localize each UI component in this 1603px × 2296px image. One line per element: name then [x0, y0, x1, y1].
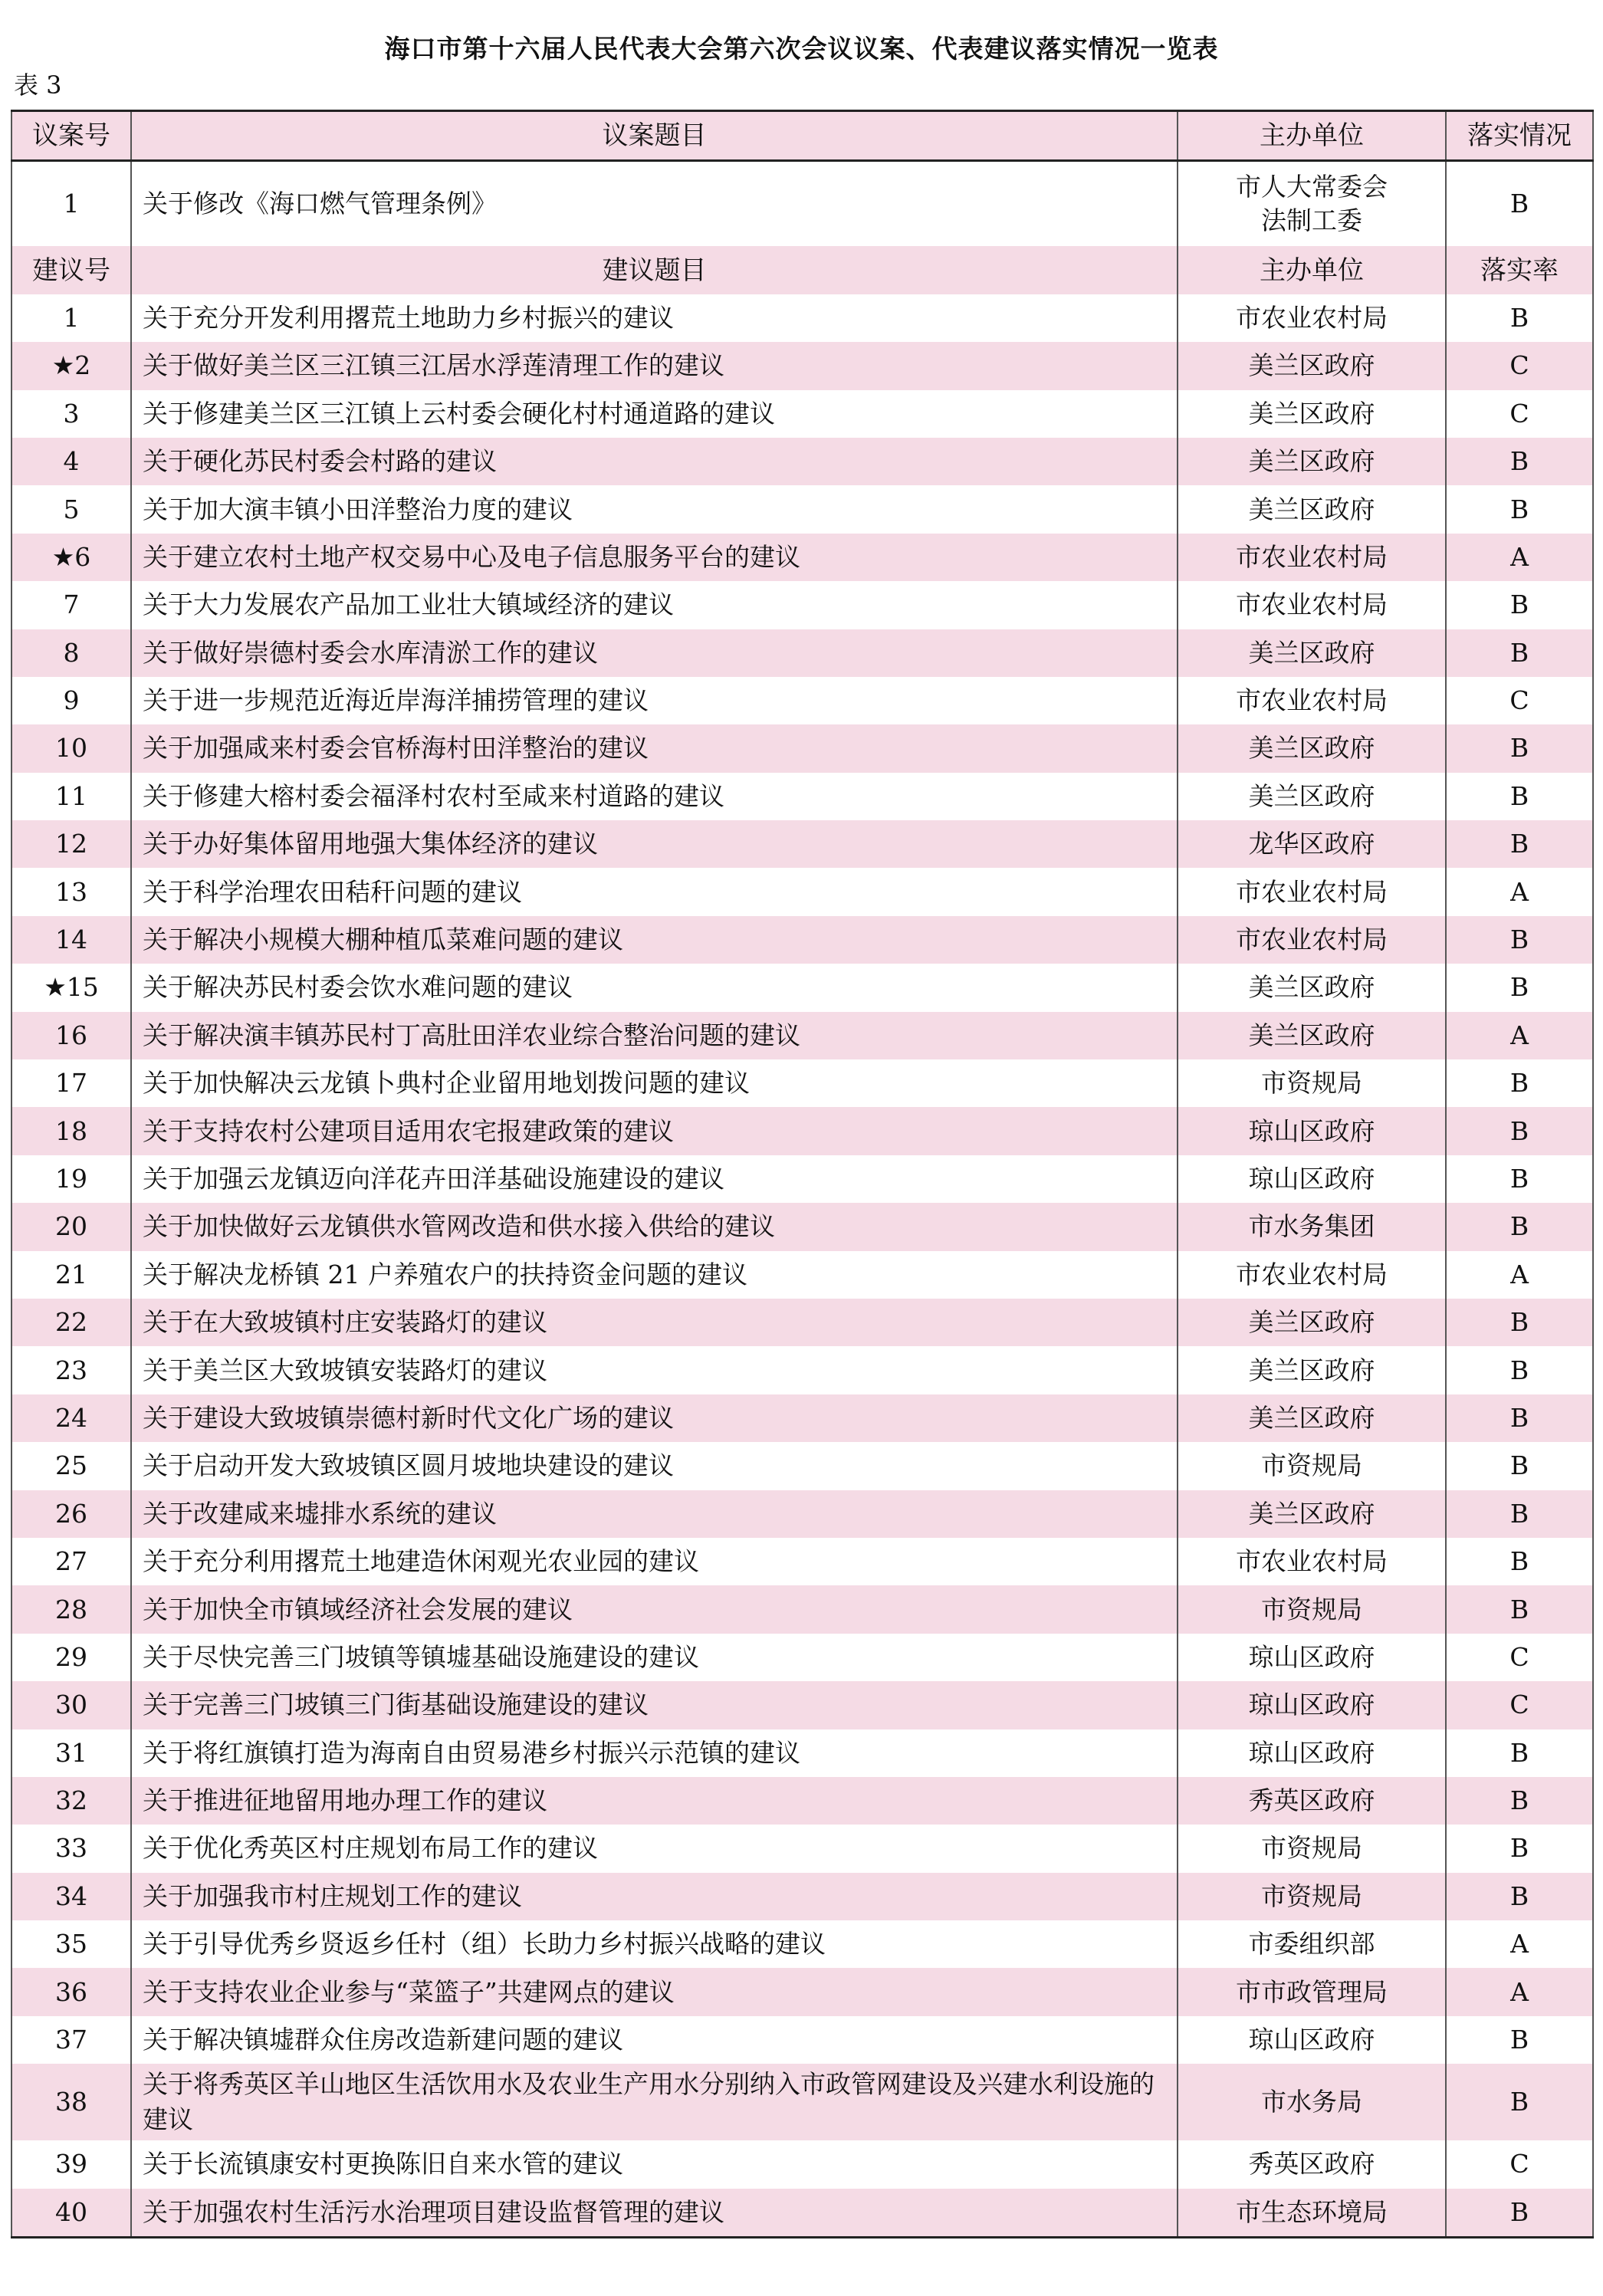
suggestion-topic: 关于办好集体留用地强大集体经济的建议	[131, 820, 1178, 868]
suggestion-no: 20	[11, 1203, 131, 1250]
suggestion-status: B	[1446, 581, 1593, 629]
suggestion-row	[11, 390, 1593, 438]
suggestion-unit: 美兰区政府	[1178, 438, 1446, 485]
suggestion-no: 35	[11, 1920, 131, 1968]
suggestion-topic: 关于加强云龙镇迈向洋花卉田洋基础设施建设的建议	[131, 1155, 1178, 1203]
suggestion-topic: 关于将红旗镇打造为海南自由贸易港乡村振兴示范镇的建议	[131, 1729, 1178, 1777]
suggestion-no: 23	[11, 1346, 131, 1394]
suggestion-unit: 市资规局	[1178, 1873, 1446, 1920]
suggestion-status: B	[1446, 1873, 1593, 1920]
suggestion-no: 24	[11, 1394, 131, 1442]
suggestion-no: ★15	[11, 964, 131, 1011]
suggestion-row	[11, 1394, 1593, 1442]
suggestion-topic: 关于充分开发利用撂荒土地助力乡村振兴的建议	[131, 294, 1178, 342]
suggestion-row	[11, 1251, 1593, 1299]
suggestion-row	[11, 581, 1593, 629]
suggestion-unit: 市农业农村局	[1178, 1538, 1446, 1585]
suggestion-unit: 市资规局	[1178, 1059, 1446, 1107]
suggestion-row	[11, 773, 1593, 820]
suggestion-unit: 美兰区政府	[1178, 485, 1446, 533]
suggestion-unit: 琼山区政府	[1178, 1729, 1446, 1777]
suggestion-unit: 市水务局	[1178, 2064, 1446, 2140]
suggestion-topic: 关于建设大致坡镇崇德村新时代文化广场的建议	[131, 1394, 1178, 1442]
suggestion-no: ★2	[11, 342, 131, 389]
suggestion-row	[11, 438, 1593, 485]
page-title: 海口市第十六届人民代表大会第六次会议议案、代表建议落实情况一览表	[384, 34, 1219, 64]
suggestion-status: C	[1446, 677, 1593, 724]
suggestion-topic: 关于支持农村公建项目适用农宅报建政策的建议	[131, 1107, 1178, 1155]
suggestion-no: 9	[11, 677, 131, 724]
suggestion-no: 5	[11, 485, 131, 533]
suggestion-row	[11, 485, 1593, 533]
suggestion-status: A	[1446, 1920, 1593, 1968]
suggestion-status: A	[1446, 1012, 1593, 1059]
suggestion-no: 25	[11, 1442, 131, 1490]
suggestion-no: 7	[11, 581, 131, 629]
suggestion-no: 12	[11, 820, 131, 868]
motion-header-row	[11, 111, 1593, 161]
suggestion-status: B	[1446, 2016, 1593, 2064]
suggestion-unit: 琼山区政府	[1178, 2016, 1446, 2064]
suggestion-no: 40	[11, 2189, 131, 2238]
suggestion-no: 32	[11, 1777, 131, 1825]
suggestion-no: 4	[11, 438, 131, 485]
suggestion-unit: 美兰区政府	[1178, 1490, 1446, 1538]
suggestion-topic: 关于大力发展农产品加工业壮大镇域经济的建议	[131, 581, 1178, 629]
suggestion-unit: 市农业农村局	[1178, 916, 1446, 964]
suggestion-unit: 美兰区政府	[1178, 1012, 1446, 1059]
suggestion-unit: 美兰区政府	[1178, 964, 1446, 1011]
suggestion-topic: 关于进一步规范近海近岸海洋捕捞管理的建议	[131, 677, 1178, 724]
suggestion-topic: 关于完善三门坡镇三门街基础设施建设的建议	[131, 1681, 1178, 1729]
suggestion-topic: 关于尽快完善三门坡镇等镇墟基础设施建设的建议	[131, 1634, 1178, 1681]
suggestion-unit: 美兰区政府	[1178, 724, 1446, 772]
header-motion-unit: 主办单位	[1178, 111, 1446, 161]
suggestion-unit: 秀英区政府	[1178, 2140, 1446, 2188]
suggestion-row	[11, 294, 1593, 342]
suggestion-row	[11, 629, 1593, 677]
suggestion-topic: 关于改建咸来墟排水系统的建议	[131, 1490, 1178, 1538]
suggestion-row	[11, 1585, 1593, 1633]
suggestion-status: B	[1446, 294, 1593, 342]
header-suggestion-status: 落实率	[1446, 246, 1593, 294]
suggestion-no: 21	[11, 1251, 131, 1299]
suggestion-unit: 琼山区政府	[1178, 1107, 1446, 1155]
suggestion-unit: 市资规局	[1178, 1442, 1446, 1490]
suggestion-status: B	[1446, 1538, 1593, 1585]
table-label: 表 3	[14, 71, 62, 100]
suggestion-unit: 市资规局	[1178, 1825, 1446, 1872]
suggestion-row	[11, 342, 1593, 389]
suggestion-topic: 关于修建大榕村委会福泽村农村至咸来村道路的建议	[131, 773, 1178, 820]
suggestion-topic: 关于解决镇墟群众住房改造新建问题的建议	[131, 2016, 1178, 2064]
suggestion-status: B	[1446, 916, 1593, 964]
suggestion-unit: 美兰区政府	[1178, 773, 1446, 820]
suggestion-row	[11, 1059, 1593, 1107]
suggestion-no: ★6	[11, 534, 131, 581]
suggestion-topic: 关于解决苏民村委会饮水难问题的建议	[131, 964, 1178, 1011]
suggestion-topic: 关于将秀英区羊山地区生活饮用水及农业生产用水分别纳入市政管网建设及兴建水利设施的建议	[131, 2064, 1178, 2140]
suggestion-status: A	[1446, 1968, 1593, 2015]
suggestion-no: 1	[11, 294, 131, 342]
suggestion-status: B	[1446, 1107, 1593, 1155]
motion-topic: 关于修改《海口燃气管理条例》	[131, 161, 1178, 247]
suggestion-row	[11, 534, 1593, 581]
suggestion-row	[11, 2140, 1593, 2188]
suggestion-unit: 市农业农村局	[1178, 1251, 1446, 1299]
suggestion-status: B	[1446, 1729, 1593, 1777]
suggestion-status: A	[1446, 868, 1593, 915]
header-suggestion-unit: 主办单位	[1178, 246, 1446, 294]
suggestion-status: B	[1446, 2189, 1593, 2238]
motion-no: 1	[11, 161, 131, 247]
suggestion-no: 22	[11, 1299, 131, 1346]
suggestion-status: B	[1446, 724, 1593, 772]
suggestion-row	[11, 1873, 1593, 1920]
suggestion-topic: 关于推进征地留用地办理工作的建议	[131, 1777, 1178, 1825]
suggestion-no: 26	[11, 1490, 131, 1538]
motions-suggestions-table	[11, 110, 1594, 2239]
suggestion-row	[11, 1681, 1593, 1729]
suggestion-no: 31	[11, 1729, 131, 1777]
suggestion-row	[11, 868, 1593, 915]
motion-unit	[1178, 161, 1446, 247]
suggestion-topic: 关于充分利用撂荒土地建造休闲观光农业园的建议	[131, 1538, 1178, 1585]
suggestion-no: 14	[11, 916, 131, 964]
suggestion-header-row	[11, 246, 1593, 294]
suggestion-unit: 市农业农村局	[1178, 677, 1446, 724]
suggestion-topic: 关于科学治理农田秸秆问题的建议	[131, 868, 1178, 915]
suggestion-row	[11, 1107, 1593, 1155]
suggestion-status: B	[1446, 964, 1593, 1011]
suggestion-row	[11, 1825, 1593, 1872]
suggestion-unit: 美兰区政府	[1178, 390, 1446, 438]
suggestion-row	[11, 1012, 1593, 1059]
suggestion-unit: 龙华区政府	[1178, 820, 1446, 868]
suggestion-status: B	[1446, 1825, 1593, 1872]
suggestion-no: 38	[11, 2064, 131, 2140]
suggestion-unit: 美兰区政府	[1178, 629, 1446, 677]
motion-status: B	[1446, 161, 1593, 247]
suggestion-status: B	[1446, 1490, 1593, 1538]
suggestion-status: B	[1446, 1394, 1593, 1442]
suggestion-status: B	[1446, 1203, 1593, 1250]
suggestion-status: B	[1446, 1299, 1593, 1346]
suggestion-status: B	[1446, 1346, 1593, 1394]
suggestion-no: 29	[11, 1634, 131, 1681]
suggestion-row	[11, 2016, 1593, 2064]
suggestion-no: 27	[11, 1538, 131, 1585]
suggestion-status: C	[1446, 1634, 1593, 1681]
suggestion-row	[11, 677, 1593, 724]
suggestion-status: C	[1446, 1681, 1593, 1729]
suggestion-topic: 关于优化秀英区村庄规划布局工作的建议	[131, 1825, 1178, 1872]
suggestion-no: 8	[11, 629, 131, 677]
suggestion-row	[11, 1777, 1593, 1825]
suggestion-unit: 市委组织部	[1178, 1920, 1446, 1968]
suggestion-status: B	[1446, 438, 1593, 485]
suggestion-row	[11, 1203, 1593, 1250]
suggestion-unit: 市农业农村局	[1178, 581, 1446, 629]
suggestion-row	[11, 820, 1593, 868]
suggestion-row	[11, 1538, 1593, 1585]
suggestion-topic: 关于在大致坡镇村庄安装路灯的建议	[131, 1299, 1178, 1346]
suggestion-status: B	[1446, 1442, 1593, 1490]
suggestion-unit: 美兰区政府	[1178, 342, 1446, 389]
suggestion-topic: 关于解决龙桥镇 21 户养殖农户的扶持资金问题的建议	[131, 1251, 1178, 1299]
suggestion-status: C	[1446, 390, 1593, 438]
suggestion-status: B	[1446, 2064, 1593, 2140]
suggestion-topic: 关于加大演丰镇小田洋整治力度的建议	[131, 485, 1178, 533]
suggestion-row	[11, 1299, 1593, 1346]
header-suggestion-topic: 建议题目	[131, 246, 1178, 294]
suggestion-no: 17	[11, 1059, 131, 1107]
suggestion-row	[11, 1346, 1593, 1394]
suggestion-row	[11, 1729, 1593, 1777]
suggestion-topic: 关于美兰区大致坡镇安装路灯的建议	[131, 1346, 1178, 1394]
suggestion-topic: 关于加快解决云龙镇卜典村企业留用地划拨问题的建议	[131, 1059, 1178, 1107]
suggestion-topic: 关于引导优秀乡贤返乡任村（组）长助力乡村振兴战略的建议	[131, 1920, 1178, 1968]
suggestion-unit: 市生态环境局	[1178, 2189, 1446, 2238]
suggestion-no: 28	[11, 1585, 131, 1633]
suggestion-topic: 关于加快做好云龙镇供水管网改造和供水接入供给的建议	[131, 1203, 1178, 1250]
suggestion-topic: 关于加强我市村庄规划工作的建议	[131, 1873, 1178, 1920]
suggestion-no: 16	[11, 1012, 131, 1059]
suggestion-unit: 琼山区政府	[1178, 1155, 1446, 1203]
suggestion-topic: 关于修建美兰区三江镇上云村委会硬化村村通道路的建议	[131, 390, 1178, 438]
suggestion-row	[11, 916, 1593, 964]
suggestion-topic: 关于建立农村土地产权交易中心及电子信息服务平台的建议	[131, 534, 1178, 581]
suggestion-status: B	[1446, 1777, 1593, 1825]
suggestion-topic: 关于解决小规模大棚种植瓜菜难问题的建议	[131, 916, 1178, 964]
suggestion-no: 30	[11, 1681, 131, 1729]
suggestion-no: 33	[11, 1825, 131, 1872]
suggestion-topic: 关于长流镇康安村更换陈旧自来水管的建议	[131, 2140, 1178, 2188]
suggestion-topic: 关于加强咸来村委会官桥海村田洋整治的建议	[131, 724, 1178, 772]
header-suggestion-no: 建议号	[11, 246, 131, 294]
suggestion-status: B	[1446, 1059, 1593, 1107]
suggestion-status: B	[1446, 1585, 1593, 1633]
suggestion-topic: 关于加快全市镇域经济社会发展的建议	[131, 1585, 1178, 1633]
suggestion-row	[11, 1155, 1593, 1203]
suggestion-status: B	[1446, 820, 1593, 868]
suggestion-unit: 市水务集团	[1178, 1203, 1446, 1250]
suggestion-unit: 美兰区政府	[1178, 1346, 1446, 1394]
suggestion-status: A	[1446, 534, 1593, 581]
suggestion-topic: 关于做好崇德村委会水库清淤工作的建议	[131, 629, 1178, 677]
suggestion-unit: 市市政管理局	[1178, 1968, 1446, 2015]
header-motion-status: 落实情况	[1446, 111, 1593, 161]
suggestion-row	[11, 1442, 1593, 1490]
suggestion-unit: 美兰区政府	[1178, 1299, 1446, 1346]
suggestion-status: B	[1446, 629, 1593, 677]
suggestion-topic: 关于硬化苏民村委会村路的建议	[131, 438, 1178, 485]
suggestion-status: C	[1446, 342, 1593, 389]
suggestion-topic: 关于做好美兰区三江镇三江居水浮莲清理工作的建议	[131, 342, 1178, 389]
suggestion-row	[11, 2189, 1593, 2238]
suggestion-unit: 市农业农村局	[1178, 534, 1446, 581]
suggestion-unit: 美兰区政府	[1178, 1394, 1446, 1442]
suggestion-unit: 琼山区政府	[1178, 1634, 1446, 1681]
suggestion-status: C	[1446, 2140, 1593, 2188]
suggestion-row	[11, 1968, 1593, 2015]
suggestion-row	[11, 1634, 1593, 1681]
suggestion-row	[11, 1920, 1593, 1968]
suggestion-no: 37	[11, 2016, 131, 2064]
suggestion-unit: 市农业农村局	[1178, 868, 1446, 915]
motion-unit-line2: 法制工委	[1261, 205, 1362, 236]
suggestion-topic: 关于支持农业企业参与“菜篮子”共建网点的建议	[131, 1968, 1178, 2015]
suggestion-no: 3	[11, 390, 131, 438]
suggestion-no: 19	[11, 1155, 131, 1203]
suggestion-row	[11, 724, 1593, 772]
suggestion-status: B	[1446, 773, 1593, 820]
suggestion-topic: 关于解决演丰镇苏民村丁高肚田洋农业综合整治问题的建议	[131, 1012, 1178, 1059]
suggestion-unit: 市农业农村局	[1178, 294, 1446, 342]
suggestion-no: 10	[11, 724, 131, 772]
suggestion-no: 39	[11, 2140, 131, 2188]
suggestion-status: A	[1446, 1251, 1593, 1299]
header-motion-topic: 议案题目	[131, 111, 1178, 161]
suggestion-row	[11, 2064, 1593, 2140]
motion-row	[11, 161, 1593, 247]
suggestion-no: 18	[11, 1107, 131, 1155]
suggestion-topic: 关于启动开发大致坡镇区圆月坡地块建设的建议	[131, 1442, 1178, 1490]
suggestion-topic: 关于加强农村生活污水治理项目建设监督管理的建议	[131, 2189, 1178, 2238]
suggestion-no: 11	[11, 773, 131, 820]
suggestion-row	[11, 1490, 1593, 1538]
suggestion-status: B	[1446, 1155, 1593, 1203]
suggestion-unit: 琼山区政府	[1178, 1681, 1446, 1729]
suggestion-unit: 秀英区政府	[1178, 1777, 1446, 1825]
suggestion-row	[11, 964, 1593, 1011]
suggestion-unit: 市资规局	[1178, 1585, 1446, 1633]
suggestion-no: 13	[11, 868, 131, 915]
motion-unit-line1: 市人大常委会	[1236, 172, 1388, 202]
suggestion-status: B	[1446, 485, 1593, 533]
header-motion-no: 议案号	[11, 111, 131, 161]
suggestion-no: 34	[11, 1873, 131, 1920]
suggestion-no: 36	[11, 1968, 131, 2015]
